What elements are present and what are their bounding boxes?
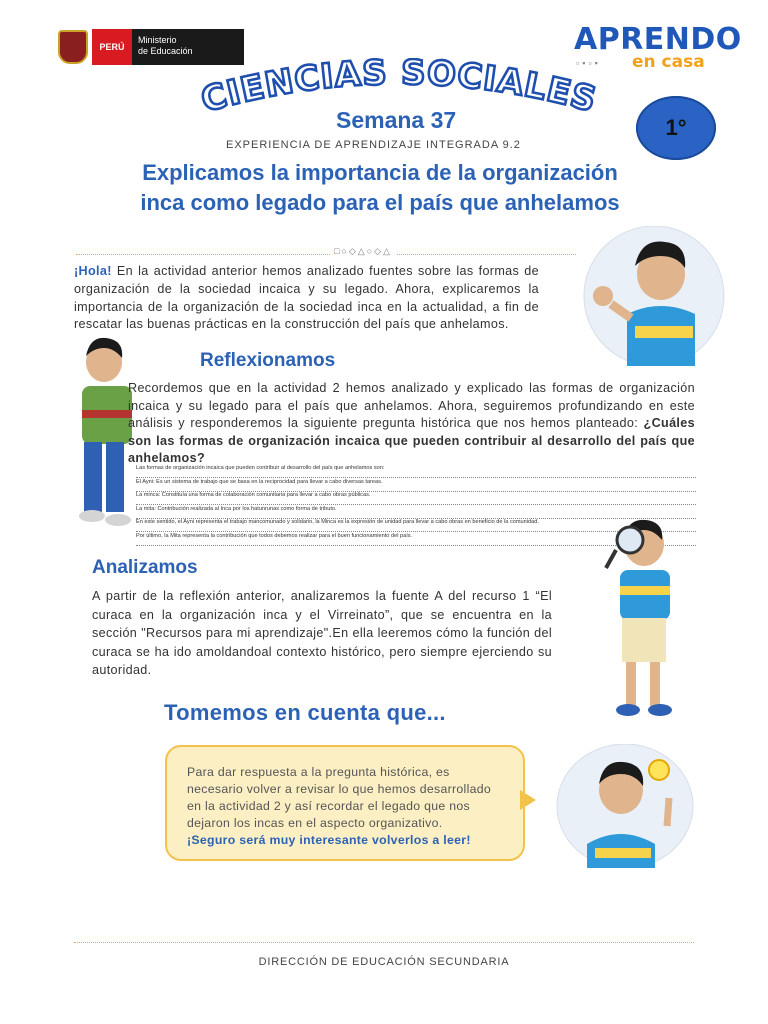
boy-magnifier-illustration	[600, 516, 684, 720]
intro-text: En la actividad anterior hemos analizado fuentes sobre las formas de organización de la sociedad incaica y su legado. Ahora, explicaremos la importancia de la organización de la sociedad inca en la actualidad, a fin de rescatar las buenas prácticas en la construcción del país que anhelamos.	[74, 264, 539, 332]
tip-highlight: ¡Seguro será muy interesante volverlos a leer!	[187, 833, 471, 847]
brand-title: APRENDO	[574, 22, 742, 57]
answer-note: Por último, la Mita representa la contribución que todos debemos realizar para el buen funcionamiento del país.	[136, 533, 696, 546]
peru-logo	[92, 29, 132, 65]
ministry-label-line1: Ministerio	[138, 35, 177, 45]
brand-shapes-icon: ▫▪▫▪	[576, 58, 601, 68]
grade-badge	[636, 96, 716, 160]
experience-label: EXPERIENCIA DE APRENDIZAJE INTEGRADA 9.2	[226, 139, 521, 151]
brand-subtitle: en casa	[632, 52, 705, 72]
reflexionamos-heading: Reflexionamos	[200, 350, 336, 371]
answer-note: Las formas de organización incaica que pueden contribuir al desarrollo del país que anhelamos son:	[136, 465, 696, 478]
footer-label: DIRECCIÓN DE EDUCACIÓN SECUNDARIA	[258, 956, 510, 968]
analizamos-heading: Analizamos	[92, 557, 198, 578]
answer-note: El Ayni: Es un sistema de trabajo que se basa en la reciprocidad para llevar a cabo diversas tareas.	[136, 479, 696, 492]
tip-text: Para dar respuesta a la pregunta histórica, es necesario volver a revisar lo que hemos desarrollado en la actividad 2 y así recordar el legado que nos dejaron los incas en el aspecto organizativo.	[187, 765, 492, 830]
peru-label: PERÚ	[99, 42, 125, 52]
answer-note: La mita: Contribución realizada al Inca por los hatunrunas como forma de tributo.	[136, 506, 696, 519]
boy-thumbs-up-illustration	[581, 226, 727, 366]
analizamos-paragraph: A partir de la reflexión anterior, analizaremos la fuente A del recurso 1 “El curaca en la organización inca y el Virreinato”, que se encuentra en la sección "Recursos para mi aprendizaje".En ella leeremos cómo la función del curaca se ha ido amoldandoal contexto histórico, pero siempre ejerciendo su autoridad.	[92, 589, 552, 678]
page-title	[80, 158, 680, 218]
week-label: Semana 37	[336, 107, 457, 133]
bubble-tail	[520, 790, 536, 810]
tomemos-heading: Tomemos en cuenta que...	[164, 700, 446, 725]
answer-note: En este sentido, el Ayni representa el trabajo mancomunado y solidario, la Minca es la expresión de unidad para llevar a cabo obras en beneficio de la comunidad.	[136, 519, 696, 532]
footer-divider	[74, 942, 694, 943]
page-title-line1: Explicamos la importancia de la organización	[142, 160, 618, 185]
ministry-label-line2: de Educación	[138, 46, 193, 56]
peru-coat-of-arms-icon	[58, 30, 88, 64]
reflexionamos-text: Recordemos que en la actividad 2 hemos analizado y explicado las formas de organización incaica y su legado para el país que anhelamos. Ahora, seguiremos profundizando en este análisis y responderemos la siguiente pregunta histórica que nos hemos planteado:	[128, 381, 695, 431]
page-title-line2: inca como legado para el país que anhelamos	[140, 190, 620, 215]
tip-bubble	[165, 745, 525, 861]
reflexionamos-paragraph	[128, 380, 695, 468]
decorative-shapes-icon: □○◇△○◇△	[330, 246, 396, 257]
boy-idea-illustration	[555, 744, 695, 868]
historical-question: ¿Cuáles son las formas de organización incaica que pueden contribuir al desarrollo del país que anhelamos?	[128, 416, 695, 466]
divider	[76, 254, 576, 255]
grade-label: 1°	[665, 115, 687, 140]
intro-paragraph	[74, 263, 539, 334]
answer-note: La minca: Constituía una forma de colaboración comunitaria para llevar a cabo obras públicas.	[136, 492, 696, 505]
intro-greeting: ¡Hola!	[74, 264, 112, 278]
subject-title-text: CIENCIAS SOCIALES	[196, 58, 602, 118]
